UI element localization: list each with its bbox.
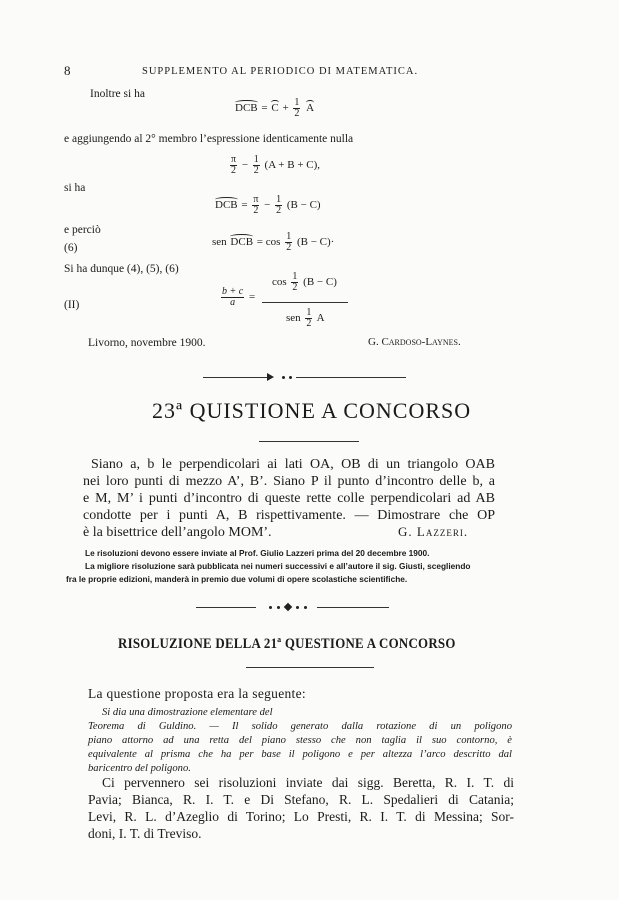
- text-line: Pavia; Bianca, R. I. T. e Di Stefano, R. L. Spedalieri di Catania;: [88, 792, 514, 807]
- ornament-dot: [304, 606, 307, 609]
- equation-2: $\frac{\pi}{2}$ − $\frac{1}{2}$ (A + B + C),: [231, 154, 321, 176]
- ornament-dot: [277, 606, 280, 609]
- equation-11-lhs: $\frac{b + c}{a}$ =: [222, 286, 256, 308]
- equation-1: DCB = C + $\frac{1}{2}$ A: [235, 97, 315, 119]
- theorem-statement: [88, 706, 512, 776]
- text-line: Siano a, b le perpendicolari ai lati OA, OB di un triangolo OAB: [91, 457, 495, 472]
- equation-11-denominator: sen $\frac{1}{2}$ A: [286, 307, 325, 329]
- questione-23-title: 23ª QUISTIONE A CONCORSO: [152, 398, 472, 423]
- text-line: Teorema di Guldino. — Il solido generato dalla rotazione di un poligono: [88, 721, 512, 732]
- risoluzione-lead: La questione proposta era la seguente:: [88, 686, 306, 701]
- respondents-list: [88, 774, 514, 842]
- equation-label-6: (6): [64, 242, 78, 254]
- text-aggiungendo: e aggiungendo al 2° membro l’espressione identicamente nulla: [64, 133, 354, 145]
- text-si-ha: si ha: [64, 182, 86, 194]
- equation-6: sen DCB = cos $\frac{1}{2}$ (B − C)·: [212, 231, 335, 253]
- ornament-dot: [296, 606, 299, 609]
- diamond-icon: [284, 603, 292, 611]
- title-underline: [259, 441, 359, 442]
- text-e-percio: e perciò: [64, 224, 101, 236]
- ornament-dot: [289, 376, 292, 379]
- page-number: 8: [64, 63, 71, 78]
- text-line: Levi, R. L. d’Azeglio di Torino; Lo Presti, R. I. T. di Messina; Sor-: [88, 809, 514, 824]
- ornament-dot: [269, 606, 272, 609]
- text-line: e M, M’ i punti d’incontro di queste rette colle perpendicolari ad AB: [83, 491, 495, 506]
- equation-11-fraction-bar: [262, 302, 348, 303]
- equation-3: DCB = $\frac{\pi}{2}$ − $\frac{1}{2}$ (B − C): [215, 194, 321, 216]
- text-line: condotte per i punti A, B rispettivamente. — Dimostrare che OP: [83, 508, 495, 523]
- equation-11-numerator: cos $\frac{1}{2}$ (B − C): [272, 271, 337, 293]
- text-line: è la bisettrice dell’angolo MOM’.: [83, 525, 272, 540]
- arrow-icon: [267, 373, 274, 381]
- notice-line-1: Le risoluzioni devono essere inviate al Prof. Giulio Lazzeri prima del 20 decembre 1900.: [85, 548, 430, 558]
- text-line: baricentro del poligono.: [88, 763, 191, 774]
- running-title: SUPPLEMENTO AL PERIODICO DI MATEMATICA.: [142, 66, 419, 77]
- risoluzione-21-title: RISOLUZIONE DELLA 21ª QUESTIONE A CONCORSO: [118, 636, 456, 652]
- text-inoltre: Inoltre si ha: [90, 88, 145, 100]
- equation-label-11: (II): [64, 299, 80, 311]
- ornament-line-left: [196, 607, 256, 608]
- ornament-line-right: [296, 377, 406, 378]
- ornament-line-right: [317, 607, 389, 608]
- questione-23-signature: G. Lazzeri.: [398, 524, 469, 539]
- place-date: Livorno, novembre 1900.: [88, 337, 206, 349]
- author-signature: G. Cardoso-Laynes.: [368, 336, 461, 348]
- ornament-dot: [282, 376, 285, 379]
- text-line: piano attorno ad una retta del piano stesso che non taglia il suo contorno, è: [88, 735, 512, 746]
- text-line: equivalente al prisma che ha per base il poligono e per altezza l’arco descritto dal: [88, 749, 512, 760]
- text-line: doni, I. T. di Treviso.: [88, 826, 202, 841]
- ornament-line-left: [203, 377, 269, 378]
- text-line: Si dia una dimostrazione elementare del: [102, 707, 273, 718]
- title-underline: [246, 667, 374, 668]
- notice-line-2: La migliore risoluzione sarà pubblicata nei numeri successivi e all’autore il sig. Giusti, scegliendo: [85, 561, 471, 571]
- text-line: nei loro punti di mezzo A’, B’. Siano P il punto d’incontro delle b, a: [83, 474, 495, 489]
- text-line: Ci pervennero sei risoluzioni inviate dai sigg. Beretta, R. I. T. di: [102, 775, 514, 790]
- text-si-ha-dunque: Si ha dunque (4), (5), (6): [64, 263, 179, 275]
- notice-line-3: fra le proprie edizioni, manderà in premio due volumi di opere scolastiche scientifiche.: [66, 574, 408, 584]
